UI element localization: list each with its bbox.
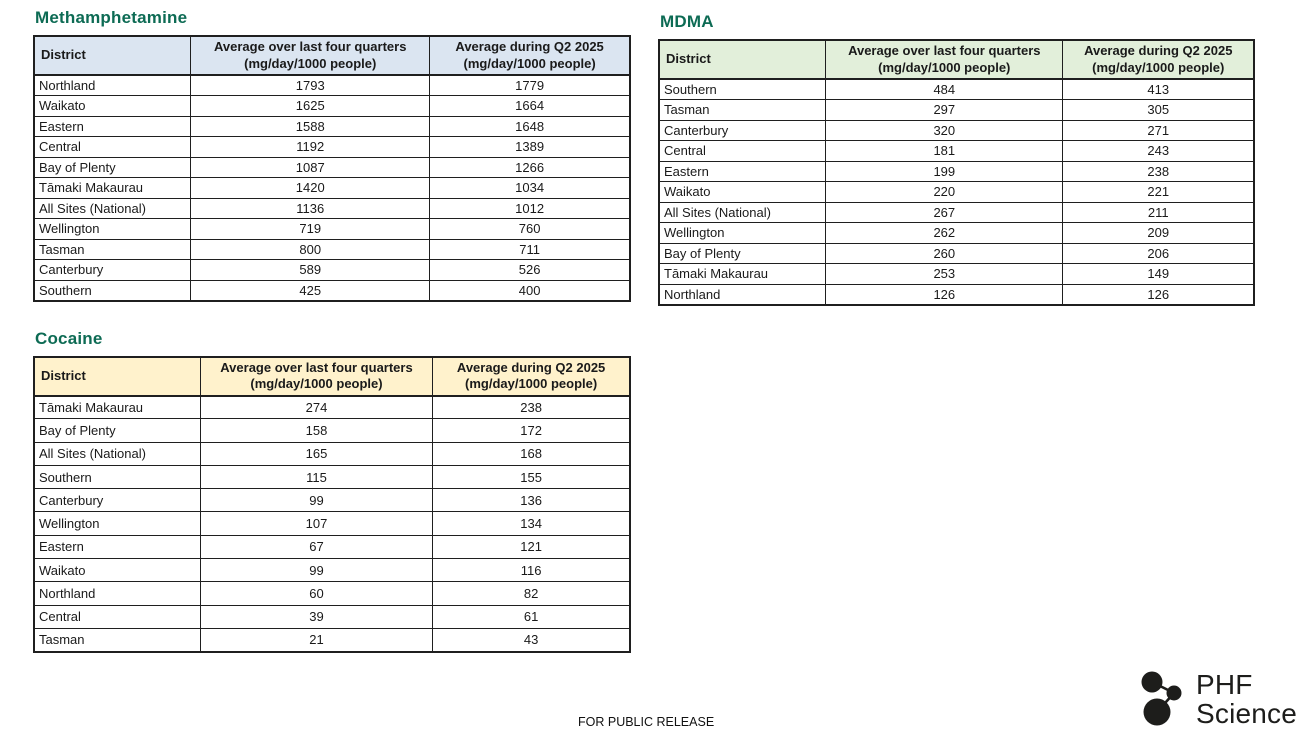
table-row bbox=[659, 223, 1254, 244]
avg-four-quarters-cell: 67 bbox=[200, 535, 432, 558]
avg-four-quarters-cell: 39 bbox=[200, 605, 432, 628]
district-cell: Tasman bbox=[659, 100, 826, 121]
q2-2025-cell: 172 bbox=[433, 419, 630, 442]
mdma-section bbox=[658, 12, 1255, 306]
column-header-district: District bbox=[659, 40, 826, 79]
table-row bbox=[34, 535, 630, 558]
district-cell: Wellington bbox=[34, 219, 191, 240]
district-cell: Northland bbox=[34, 582, 200, 605]
district-cell: Bay of Plenty bbox=[659, 243, 826, 264]
table-row bbox=[34, 465, 630, 488]
q2-2025-cell: 243 bbox=[1063, 141, 1254, 162]
table-row bbox=[34, 239, 630, 260]
table-row bbox=[659, 182, 1254, 203]
q2-2025-cell: 271 bbox=[1063, 120, 1254, 141]
header-line: (mg/day/1000 people) bbox=[465, 376, 598, 391]
district-cell: Wellington bbox=[659, 223, 826, 244]
methamphetamine-table bbox=[33, 35, 631, 302]
district-cell: Eastern bbox=[34, 535, 200, 558]
avg-four-quarters-cell: 1420 bbox=[191, 178, 430, 199]
table-row bbox=[659, 264, 1254, 285]
q2-2025-cell: 413 bbox=[1063, 79, 1254, 100]
for-public-release-label: FOR PUBLIC RELEASE bbox=[578, 715, 715, 729]
header-line: Average over last four quarters bbox=[220, 359, 413, 375]
mdma-table bbox=[658, 39, 1255, 306]
district-cell: Bay of Plenty bbox=[34, 419, 200, 442]
table-row bbox=[34, 178, 630, 199]
q2-2025-cell: 43 bbox=[433, 628, 630, 651]
q2-2025-cell: 134 bbox=[433, 512, 630, 535]
district-cell: Tāmaki Makaurau bbox=[34, 178, 191, 199]
district-cell: Southern bbox=[659, 79, 826, 100]
q2-2025-cell: 1779 bbox=[430, 75, 630, 96]
avg-four-quarters-cell: 320 bbox=[826, 120, 1063, 141]
avg-four-quarters-cell: 21 bbox=[200, 628, 432, 651]
avg-four-quarters-cell: 220 bbox=[826, 182, 1063, 203]
avg-four-quarters-cell: 425 bbox=[191, 280, 430, 301]
column-header-avg-four-quarters bbox=[826, 40, 1063, 79]
district-cell: Southern bbox=[34, 465, 200, 488]
district-cell: Waikato bbox=[659, 182, 826, 203]
district-cell: Tasman bbox=[34, 628, 200, 651]
header-line: Average during Q2 2025 bbox=[455, 39, 604, 55]
q2-2025-cell: 121 bbox=[433, 535, 630, 558]
avg-four-quarters-cell: 484 bbox=[826, 79, 1063, 100]
district-cell: Eastern bbox=[659, 161, 826, 182]
table-row bbox=[659, 120, 1254, 141]
logo-wordmark bbox=[1196, 670, 1297, 728]
district-cell: Tasman bbox=[34, 239, 191, 260]
table-row bbox=[659, 202, 1254, 223]
q2-2025-cell: 760 bbox=[430, 219, 630, 240]
district-cell: Central bbox=[659, 141, 826, 162]
column-header-avg-four-quarters bbox=[200, 357, 432, 396]
table-row bbox=[34, 280, 630, 301]
avg-four-quarters-cell: 115 bbox=[200, 465, 432, 488]
table-row bbox=[34, 559, 630, 582]
table-row bbox=[34, 96, 630, 117]
table-row bbox=[659, 243, 1254, 264]
table-row bbox=[34, 396, 630, 419]
column-header-district: District bbox=[34, 357, 200, 396]
avg-four-quarters-cell: 1793 bbox=[191, 75, 430, 96]
q2-2025-cell: 209 bbox=[1063, 223, 1254, 244]
avg-four-quarters-cell: 107 bbox=[200, 512, 432, 535]
header-line: (mg/day/1000 people) bbox=[463, 55, 596, 71]
district-cell: Central bbox=[34, 605, 200, 628]
q2-2025-cell: 1012 bbox=[430, 198, 630, 219]
table-row bbox=[659, 284, 1254, 305]
district-cell: Central bbox=[34, 137, 191, 158]
avg-four-quarters-cell: 719 bbox=[191, 219, 430, 240]
q2-2025-cell: 1389 bbox=[430, 137, 630, 158]
table-row bbox=[659, 79, 1254, 100]
table-header-row bbox=[34, 357, 630, 396]
q2-2025-cell: 238 bbox=[433, 396, 630, 419]
column-header-avg-four-quarters bbox=[191, 36, 430, 75]
table-row bbox=[34, 628, 630, 651]
avg-four-quarters-cell: 1136 bbox=[191, 198, 430, 219]
q2-2025-cell: 206 bbox=[1063, 243, 1254, 264]
table-row bbox=[659, 100, 1254, 121]
table-row bbox=[34, 260, 630, 281]
district-cell: Bay of Plenty bbox=[34, 157, 191, 178]
avg-four-quarters-cell: 1625 bbox=[191, 96, 430, 117]
table-row bbox=[659, 161, 1254, 182]
header-line: Average over last four quarters bbox=[848, 43, 1041, 59]
right-column bbox=[658, 12, 1255, 306]
q2-2025-cell: 221 bbox=[1063, 182, 1254, 203]
avg-four-quarters-cell: 260 bbox=[826, 243, 1063, 264]
avg-four-quarters-cell: 99 bbox=[200, 489, 432, 512]
table-row bbox=[34, 75, 630, 96]
mdma-title: MDMA bbox=[660, 12, 714, 31]
district-cell: Tāmaki Makaurau bbox=[659, 264, 826, 285]
avg-four-quarters-cell: 274 bbox=[200, 396, 432, 419]
q2-2025-cell: 116 bbox=[433, 559, 630, 582]
district-cell: Southern bbox=[34, 280, 191, 301]
table-row bbox=[34, 512, 630, 535]
column-header-district: District bbox=[34, 36, 191, 75]
district-cell: Waikato bbox=[34, 96, 191, 117]
district-cell: Canterbury bbox=[659, 120, 826, 141]
q2-2025-cell: 168 bbox=[433, 442, 630, 465]
q2-2025-cell: 211 bbox=[1063, 202, 1254, 223]
table-row bbox=[34, 489, 630, 512]
column-header-q2-2025 bbox=[430, 36, 630, 75]
avg-four-quarters-cell: 181 bbox=[826, 141, 1063, 162]
header-line: Average over last four quarters bbox=[214, 39, 407, 55]
district-cell: Wellington bbox=[34, 512, 200, 535]
avg-four-quarters-cell: 262 bbox=[826, 223, 1063, 244]
district-cell: Northland bbox=[659, 284, 826, 305]
avg-four-quarters-cell: 800 bbox=[191, 239, 430, 260]
methamphetamine-title: Methamphetamine bbox=[35, 8, 188, 27]
q2-2025-cell: 400 bbox=[430, 280, 630, 301]
q2-2025-cell: 1664 bbox=[430, 96, 630, 117]
header-line: Average during Q2 2025 bbox=[456, 359, 606, 375]
avg-four-quarters-cell: 589 bbox=[191, 260, 430, 281]
avg-four-quarters-cell: 1192 bbox=[191, 137, 430, 158]
district-cell: Eastern bbox=[34, 116, 191, 137]
q2-2025-cell: 526 bbox=[430, 260, 630, 281]
q2-2025-cell: 126 bbox=[1063, 284, 1254, 305]
molecule-logo-icon bbox=[1138, 668, 1188, 730]
table-header-row bbox=[34, 36, 630, 75]
cocaine-section bbox=[33, 329, 631, 653]
district-cell: Canterbury bbox=[34, 260, 191, 281]
table-row bbox=[659, 141, 1254, 162]
q2-2025-cell: 238 bbox=[1063, 161, 1254, 182]
table-row bbox=[34, 198, 630, 219]
header-line: (mg/day/1000 people) bbox=[250, 376, 383, 391]
q2-2025-cell: 1648 bbox=[430, 116, 630, 137]
logo-line-science: Science bbox=[1196, 698, 1298, 729]
table-row bbox=[34, 219, 630, 240]
table-row bbox=[34, 442, 630, 465]
avg-four-quarters-cell: 1087 bbox=[191, 157, 430, 178]
methamphetamine-section bbox=[33, 8, 631, 302]
district-cell: All Sites (National) bbox=[34, 198, 191, 219]
phf-science-logo bbox=[1138, 668, 1297, 730]
q2-2025-cell: 82 bbox=[433, 582, 630, 605]
table-header-row bbox=[659, 40, 1254, 79]
q2-2025-cell: 136 bbox=[433, 489, 630, 512]
q2-2025-cell: 61 bbox=[433, 605, 630, 628]
table-row bbox=[34, 419, 630, 442]
table-row bbox=[34, 605, 630, 628]
avg-four-quarters-cell: 199 bbox=[826, 161, 1063, 182]
column-header-q2-2025 bbox=[433, 357, 630, 396]
district-cell: Tāmaki Makaurau bbox=[34, 396, 200, 419]
avg-four-quarters-cell: 158 bbox=[200, 419, 432, 442]
district-cell: Canterbury bbox=[34, 489, 200, 512]
table-row bbox=[34, 582, 630, 605]
district-cell: All Sites (National) bbox=[659, 202, 826, 223]
table-row bbox=[34, 116, 630, 137]
header-line: (mg/day/1000 people) bbox=[1092, 59, 1225, 75]
cocaine-title: Cocaine bbox=[35, 328, 103, 348]
avg-four-quarters-cell: 253 bbox=[826, 264, 1063, 285]
left-column bbox=[33, 8, 631, 653]
header-line: (mg/day/1000 people) bbox=[878, 59, 1011, 75]
header-line: Average during Q2 2025 bbox=[1084, 43, 1233, 59]
avg-four-quarters-cell: 1588 bbox=[191, 116, 430, 137]
avg-four-quarters-cell: 99 bbox=[200, 559, 432, 582]
table-row bbox=[34, 137, 630, 158]
cocaine-table bbox=[33, 356, 631, 653]
avg-four-quarters-cell: 297 bbox=[826, 100, 1063, 121]
logo-line-phf: PHF bbox=[1196, 669, 1253, 700]
avg-four-quarters-cell: 267 bbox=[826, 202, 1063, 223]
q2-2025-cell: 305 bbox=[1063, 100, 1254, 121]
q2-2025-cell: 155 bbox=[433, 465, 630, 488]
table-row bbox=[34, 157, 630, 178]
q2-2025-cell: 149 bbox=[1063, 264, 1254, 285]
district-cell: All Sites (National) bbox=[34, 442, 200, 465]
district-cell: Northland bbox=[34, 75, 191, 96]
column-header-q2-2025 bbox=[1063, 40, 1254, 79]
avg-four-quarters-cell: 165 bbox=[200, 442, 432, 465]
district-cell: Waikato bbox=[34, 559, 200, 582]
q2-2025-cell: 1266 bbox=[430, 157, 630, 178]
header-line: (mg/day/1000 people) bbox=[244, 55, 377, 71]
q2-2025-cell: 711 bbox=[430, 239, 630, 260]
q2-2025-cell: 1034 bbox=[430, 178, 630, 199]
avg-four-quarters-cell: 126 bbox=[826, 284, 1063, 305]
avg-four-quarters-cell: 60 bbox=[200, 582, 432, 605]
